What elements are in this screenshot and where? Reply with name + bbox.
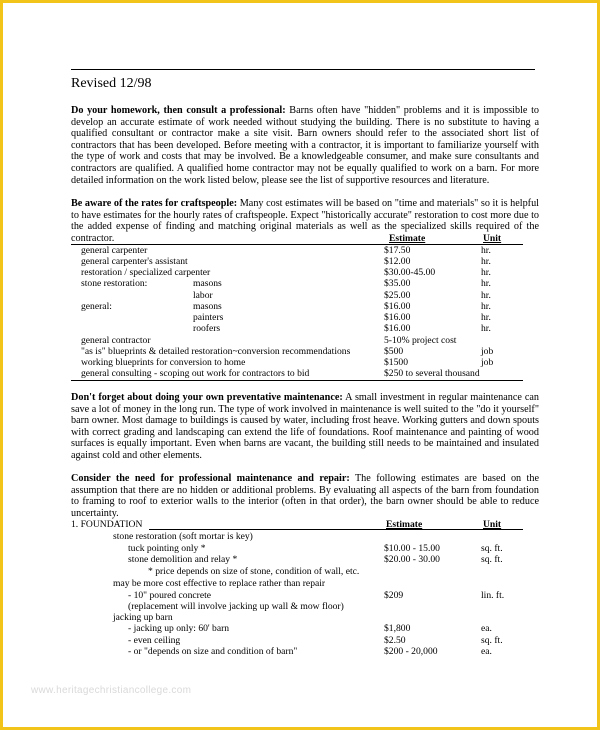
paragraph-lead: Consider the need for professional maintenance and repair:: [71, 473, 350, 484]
foundation-item: may be more cost effective to replace rather than repair: [113, 578, 326, 589]
foundation-unit: sq. ft.: [481, 543, 503, 554]
foundation-item: stone demolition and relay *: [128, 554, 238, 565]
foundation-unit: ea.: [481, 623, 492, 634]
paragraph-body: A small investment in regular maintenance can save a lot of money in the long run. The type of work involved in maintenance is well suited to the "do it yourself" barn owner. Most damage to buildings is caused by water, including frost heave. Working gutters and down spouts with correct grading and landscaping can extend the life of foundations. Roof maintenance and painting of wood surfaces is equally important. Even when barns are vacant, the building still needs to be maintained and insulated against cold and other elements.: [71, 392, 539, 461]
foundation-unit: ea.: [481, 646, 492, 657]
rate-unit: job: [481, 357, 494, 368]
paragraph-lead: Be aware of the rates for craftspeople:: [71, 198, 238, 209]
foundation-title: 1. FOUNDATION: [71, 519, 143, 530]
foundation-estimate-header: Estimate: [386, 519, 423, 530]
foundation-item: stone restoration (soft mortar is key): [113, 531, 253, 542]
rate-unit: hr.: [481, 278, 491, 289]
rate-unit: hr.: [481, 245, 491, 256]
paragraph-lead: Do your homework, then consult a professional:: [71, 105, 286, 116]
rate-sublabel: labor: [193, 290, 213, 301]
paragraph-body: Many cost estimates will be based on "time and materials" so it is helpful to have estimates for the hourly rates of craftspeople. Expect "historically accurate" restoration to cost more due to the added expense of finding and matching original materials as well as the specialized skills required of the contractor.: [71, 198, 540, 244]
paragraph-maintenance: [71, 392, 539, 462]
document-page: [3, 3, 597, 727]
paragraph-body: Barns often have "hidden" problems and it is impossible to develop an accurate estimate of work needed without studying the building. There is no substitute to having a qualified consultant or contractor make a site visit. Barn owners should refer to the associated short list of contractors that has been developed. Before meeting with a contractor, it is important to familiarize yourself with the type of work and costs that may be involved. Be a knowledgeable consumer, and make sure consultants and contractors are qualified. A qualified home contractor may not be equally qualified to work on a barn. For more detailed information on the work listed below, please see the list of supportive resources and literature.: [71, 105, 539, 186]
rates-footer-rule: [71, 380, 523, 381]
paragraph-rates: [71, 198, 539, 244]
foundation-item: jacking up barn: [113, 612, 173, 623]
rates-estimate-header: Estimate: [389, 233, 426, 244]
rate-unit: job: [481, 346, 494, 357]
rate-estimate: $16.00: [384, 323, 411, 334]
rate-label: general contractor: [81, 335, 151, 346]
foundation-unit: lin. ft.: [481, 590, 505, 601]
rate-estimate: $1500: [384, 357, 408, 368]
foundation-unit: sq. ft.: [481, 635, 503, 646]
paragraph-homework: [71, 105, 539, 186]
foundation-item: - even ceiling: [128, 635, 181, 646]
rate-estimate: $30.00-45.00: [384, 267, 436, 278]
rate-estimate: $35.00: [384, 278, 411, 289]
rate-label: "as is" blueprints & detailed restoration~conversion recommendations: [81, 346, 351, 357]
rate-label: working blueprints for conversion to home: [81, 357, 246, 368]
rate-unit: hr.: [481, 290, 491, 301]
rate-unit: hr.: [481, 256, 491, 267]
rate-sublabel: masons: [193, 278, 222, 289]
foundation-title-rule: [149, 529, 523, 530]
rate-estimate: $12.00: [384, 256, 411, 267]
rate-unit: hr.: [481, 312, 491, 323]
foundation-note: (replacement will involve jacking up wall & mow floor): [128, 601, 344, 612]
foundation-note: * price depends on size of stone, condition of wall, etc.: [148, 566, 360, 577]
rate-unit: hr.: [481, 267, 491, 278]
foundation-item: - jacking up only: 60' barn: [128, 623, 230, 634]
rate-estimate: 5-10% project cost: [384, 335, 457, 346]
revised-date: Revised 12/98: [71, 76, 152, 91]
foundation-item: tuck pointing only *: [128, 543, 206, 554]
rates-unit-header: Unit: [483, 233, 502, 244]
paragraph-professional: [71, 473, 539, 519]
foundation-estimate: $10.00 - 15.00: [384, 543, 440, 554]
foundation-estimate: $209: [384, 590, 404, 601]
rate-label: general:: [81, 301, 112, 312]
rate-sublabel: masons: [193, 301, 222, 312]
rate-estimate: $25.00: [384, 290, 411, 301]
rate-estimate: $250 to several thousand: [384, 368, 480, 379]
rate-sublabel: painters: [193, 312, 224, 323]
rate-unit: hr.: [481, 301, 491, 312]
foundation-unit-header: Unit: [483, 519, 502, 530]
rate-unit: hr.: [481, 323, 491, 334]
rate-label: general carpenter's assistant: [81, 256, 188, 267]
rate-estimate: $16.00: [384, 312, 411, 323]
foundation-estimate: $2.50: [384, 635, 406, 646]
foundation-estimate: $200 - 20,000: [384, 646, 438, 657]
rate-label: general carpenter: [81, 245, 148, 256]
foundation-estimate: $20.00 - 30.00: [384, 554, 440, 565]
rate-label: stone restoration:: [81, 278, 148, 289]
foundation-estimate: $1,800: [384, 623, 411, 634]
paragraph-body: The following estimates are based on the assumption that there are no hidden or additional problems. By evaluating all aspects of the barn from foundation to framing to roof to exterior walls to the interior (often in that order), the barn owner should be able to reduce uncertainty.: [71, 473, 539, 519]
watermark: www.heritagechristiancollege.com: [31, 685, 192, 696]
rate-estimate: $16.00: [384, 301, 411, 312]
paragraph-lead: Don't forget about doing your own preventative maintenance:: [71, 392, 343, 403]
foundation-unit: sq. ft.: [481, 554, 503, 565]
rate-estimate: $500: [384, 346, 404, 357]
foundation-item: - 10" poured concrete: [128, 590, 212, 601]
rate-sublabel: roofers: [193, 323, 221, 334]
rate-label: restoration / specialized carpenter: [81, 267, 211, 278]
rate-label: general consulting - scoping out work for contractors to bid: [81, 368, 310, 379]
rate-estimate: $17.50: [384, 245, 411, 256]
top-rule: [71, 69, 535, 70]
foundation-item: - or "depends on size and condition of barn": [128, 646, 298, 657]
